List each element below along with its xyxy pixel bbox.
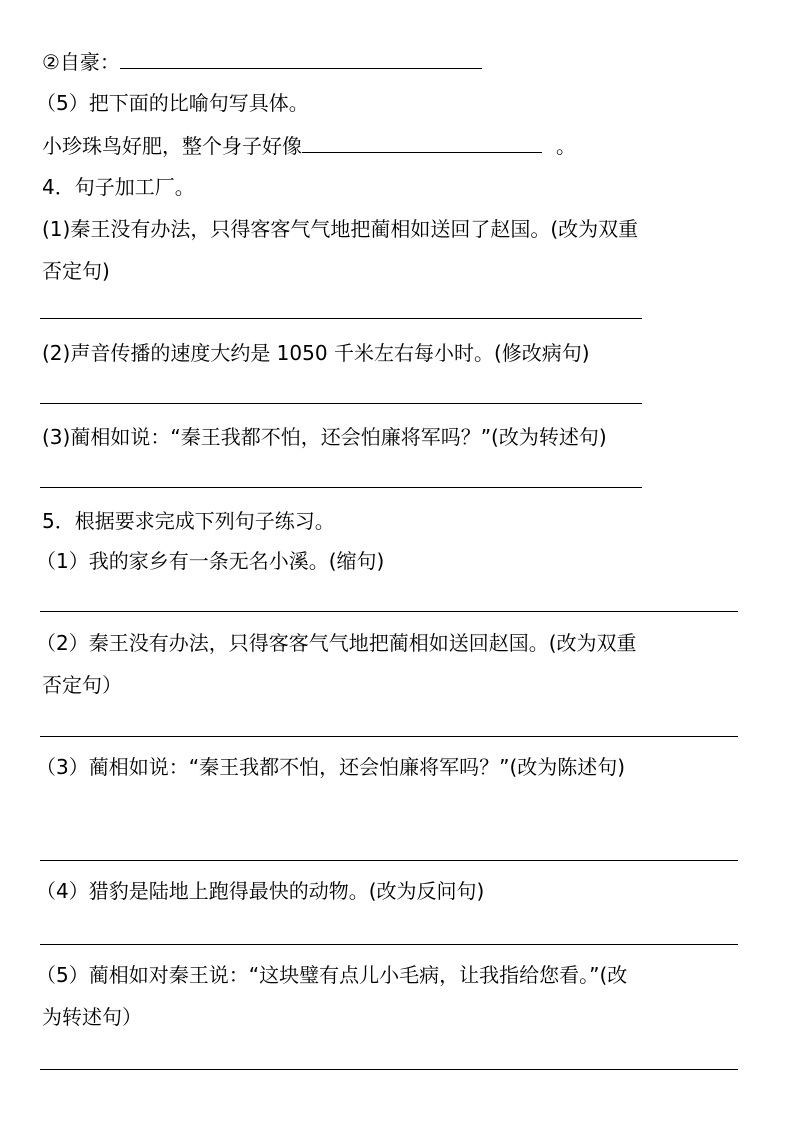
s5-q1-answer-line[interactable] xyxy=(40,611,738,612)
item5-answer-blank[interactable] xyxy=(302,132,542,153)
s5-q1: （1）我的家乡有一条无名小溪。(缩句) xyxy=(36,549,385,573)
s4-q1-answer-line[interactable] xyxy=(40,318,642,319)
item5-sentence-after: 。 xyxy=(556,134,576,158)
item5-sentence-before: 小珍珠鸟好肥，整个身子好像 xyxy=(42,134,302,158)
s5-q3: （3）蔺相如说：“秦王我都不怕，还会怕廉将军吗？”(改为陈述句) xyxy=(36,755,626,779)
s4-q3: (3)蔺相如说：“秦王我都不怕，还会怕廉将军吗？”(改为转述句) xyxy=(42,425,607,449)
s4-q1-line2: 否定句) xyxy=(42,259,110,283)
s4-q3-answer-line[interactable] xyxy=(40,487,642,488)
s5-q2-line1: （2）秦王没有办法，只得客客气气地把蔺相如送回赵国。(改为双重 xyxy=(36,631,637,655)
s5-q5-line1: （5）蔺相如对秦王说：“这块璧有点儿小毛病，让我指给您看。”(改 xyxy=(36,963,628,987)
item2-label: ②自豪： xyxy=(42,50,120,74)
section4-heading: 4．句子加工厂。 xyxy=(42,175,195,199)
item2-line xyxy=(42,48,482,75)
section5-heading: 5．根据要求完成下列句子练习。 xyxy=(42,509,335,533)
s5-q3-answer-line[interactable] xyxy=(40,860,738,861)
s5-q4: （4）猎豹是陆地上跑得最快的动物。(改为反问句) xyxy=(36,879,485,903)
s5-q5-answer-line[interactable] xyxy=(40,1069,738,1070)
item5-prompt: （5）把下面的比喻句写具体。 xyxy=(36,91,309,115)
s5-q2-line2: 否定句） xyxy=(42,673,122,697)
s5-q5-line2: 为转述句） xyxy=(42,1005,142,1029)
s4-q1-line1: (1)秦王没有办法，只得客客气气地把蔺相如送回了赵国。(改为双重 xyxy=(42,217,639,241)
s4-q2: (2)声音传播的速度大约是 1050 千米左右每小时。(修改病句) xyxy=(42,341,590,365)
s5-q2-answer-line[interactable] xyxy=(40,736,738,737)
item5-sentence xyxy=(42,132,576,159)
item2-answer-blank[interactable] xyxy=(120,48,482,69)
s4-q2-answer-line[interactable] xyxy=(40,403,642,404)
s5-q4-answer-line[interactable] xyxy=(40,944,738,945)
